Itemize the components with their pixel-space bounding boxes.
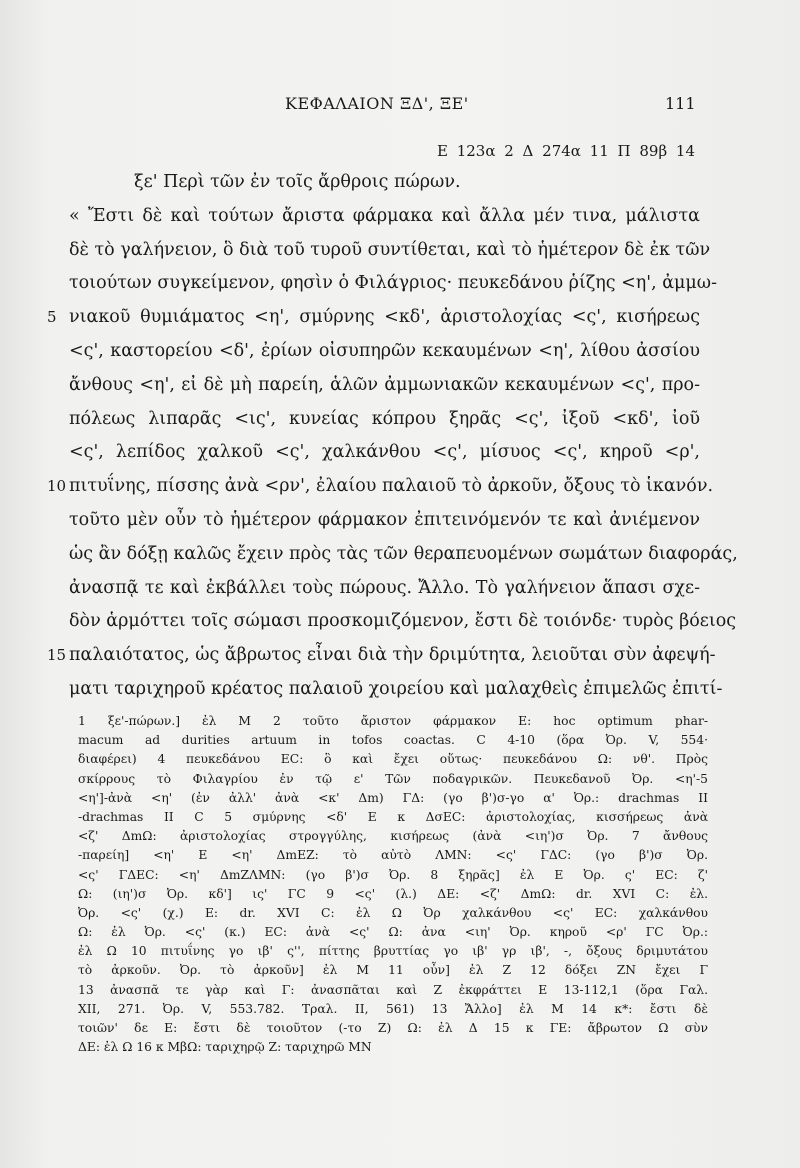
apparatus-line: macum ad durities artuum in tofos coactas. C 4-10 (ὅρα Ὀρ. V, 554· bbox=[78, 733, 708, 748]
text-line bbox=[69, 504, 700, 538]
text-line bbox=[69, 200, 700, 234]
text-line bbox=[47, 301, 700, 335]
line-text: ματι ταριχηροῦ κρέατος παλαιοῦ χοιρείου καὶ μαλαχθεὶς ἐπιμελῶς ἐπιτί- bbox=[69, 678, 723, 699]
line-text: ἄνθους <η', εἰ δὲ μὴ παρείη, ἁλῶν ἀμμωνιακῶν κεκαυμένων <ς', προ- bbox=[69, 374, 700, 395]
apparatus-line: τοιῶν' δε E: ἔστι δὲ τοιοῦτον (-το Z) Ω: ἐλ Δ 15 κ ΓE: ἄβρωτον Ω σὺν bbox=[78, 1021, 708, 1035]
apparatus-line: Ω: (ιη')σ Ὀρ. κδ'] ις' ΓC 9 <ς' (λ.) ΔE: <ζ' ΔmΩ: dr. XVI C: ἐλ. bbox=[78, 886, 708, 901]
manuscript-sigla: E 123α 2 Δ 274α 11 Π 89β 14 bbox=[437, 142, 696, 160]
apparatus-line: 13 ἀνασπᾶ τε γὰρ καὶ Γ: ἀνασπᾶται καὶ Z ἐκφράττει E 13-112,1 (ὅρα Γαλ. bbox=[78, 982, 708, 997]
apparatus-line: XII, 271. Ὀρ. V, 553.782. Τραλ. II, 561) 13 Ἄλλο] ἐλ M 14 κ*: ἔστι δὲ bbox=[78, 1001, 708, 1016]
critical-apparatus bbox=[78, 712, 708, 1057]
line-text: δὸν ἁρμόττει τοῖς σώμασι προσκομιζόμενον, ἔστι δὲ τοιόνδε· τυρὸς βόειος bbox=[69, 611, 737, 632]
apparatus-line: τὸ ἀρκοῦν. Ὀρ. τὸ ἀρκοῦν] ἐλ M 11 οὖν] ἐλ Z 12 δόξει ZN ἔχει Γ bbox=[78, 963, 708, 978]
apparatus-line: ΔE: ἐλ Ω 16 κ MβΩ: ταριχηρῷ Z: ταριχηρῶ ΜΝ bbox=[78, 1040, 372, 1055]
text-line bbox=[69, 572, 700, 606]
text-line bbox=[69, 234, 711, 268]
line-text: ξε' Περὶ τῶν ἐν τοῖς ἄρθροις πώρων. bbox=[134, 172, 461, 192]
apparatus-line: ἐλ Ω 10 πιτυΐνης γο ιβ' ς'', πίττης βρυττίας γο ιβ' γρ ιβ', -, ὄξους δριμυτάτου bbox=[78, 944, 708, 959]
apparatus-line: -drachmas II C 5 σμύρνης <δ' E κ ΔσEC: ἀριστολοχίας, κισσήρεως ἀνὰ bbox=[78, 809, 708, 824]
line-text: <ς', καστορείου <δ', ἐρίων οἰσυπηρῶν κεκαυμένων <η', λίθου ἀσσίου bbox=[69, 340, 700, 361]
line-text: ὡς ἂν δόξῃ καλῶς ἔχειν πρὸς τὰς τῶν θεραπευομένων σωμάτων διαφοράς, bbox=[69, 543, 738, 564]
text-line bbox=[47, 639, 716, 673]
apparatus-line: Ὀρ. <ς' (χ.) E: dr. XVI C: ἐλ Ω Ὀρ χαλκάνθου <ς' EC: χαλκάνθου bbox=[78, 905, 708, 920]
line-text: νιακοῦ θυμιάματος <η', σμύρνης <κδ', ἀριστολοχίας <ς', κισήρεως bbox=[69, 307, 700, 328]
line-text: « Ἔστι δὲ καὶ τούτων ἄριστα φάρμακα καὶ ἄλλα μέν τινα, μάλιστα bbox=[69, 205, 700, 226]
text-line bbox=[47, 470, 714, 504]
apparatus-line: -παρείη] <η' E <η' ΔmEZ: τὸ αὐτὸ ΛΜΝ: <ς' ΓΔC: (γο β')σ Ὀρ. bbox=[78, 848, 708, 863]
text-line bbox=[69, 369, 700, 403]
line-number: 10 bbox=[47, 477, 67, 496]
line-text: ἀνασπᾷ τε καὶ ἐκβάλλει τοὺς πώρους. Ἄλλο. Τὸ γαλήνειον ἅπασι σχε- bbox=[69, 577, 700, 598]
text-line bbox=[69, 267, 717, 301]
line-number: 15 bbox=[47, 646, 67, 665]
text-line bbox=[69, 335, 700, 369]
apparatus-line: Ω: ἐλ Ὀρ. <ς' (κ.) EC: ἀνὰ <ς' Ω: ἀνα <ιη' Ὀρ. κηροῦ <ρ' ΓC Ὀρ.: bbox=[78, 925, 708, 940]
text-line bbox=[69, 605, 737, 639]
line-text: πόλεως λιπαρᾶς <ις', κυνείας κόπρου ξηρᾶς <ς', ἰξοῦ <κδ', ἰοῦ bbox=[69, 408, 700, 429]
text-line bbox=[69, 403, 700, 437]
line-text: <ς', λεπίδος χαλκοῦ <ς', χαλκάνθου <ς', μίσυος <ς', κηροῦ <ρ', bbox=[69, 442, 700, 463]
text-line bbox=[69, 166, 700, 200]
apparatus-line: 1 ξε'-πώρων.] ἐλ M 2 τοῦτο ἄριστον φάρμακον E: hoc optimum phar- bbox=[78, 714, 708, 728]
line-text: πιτυΐνης, πίσσης ἀνὰ <ρν', ἐλαίου παλαιοῦ τὸ ἀρκοῦν, ὄξους τὸ ἱκανόν. bbox=[69, 476, 714, 497]
line-text: τοῦτο μὲν οὖν τὸ ἡμέτερον φάρμακον ἐπιτεινόμενόν τε καὶ ἀνιέμενον bbox=[69, 509, 700, 530]
line-text: δὲ τὸ γαλήνειον, ὃ διὰ τοῦ τυροῦ συντίθεται, καὶ τὸ ἡμέτερον δὲ ἐκ τῶν bbox=[69, 239, 711, 260]
apparatus-line: <ζ' ΔmΩ: ἀριστολοχίας στρογγύλης, κισήρεως (ἀνὰ <ιη')σ Ὀρ. 7 ἄνθους bbox=[78, 829, 708, 844]
line-number: 5 bbox=[47, 308, 57, 327]
line-text: τοιούτων συγκείμενον, φησὶν ὁ Φιλάγριος· πευκεδάνου ῥίζης <η', ἀμμω- bbox=[69, 273, 717, 294]
line-text: παλαιότατος, ὡς ἄβρωτος εἶναι διὰ τὴν δριμύτητα, λειοῦται σὺν ἀφεψή- bbox=[69, 645, 716, 666]
running-title: ΚΕΦΑΛΑΙΟΝ ΞΔ', ΞΕ' bbox=[285, 94, 469, 113]
text-line bbox=[69, 436, 700, 470]
page-number: 111 bbox=[665, 94, 696, 113]
main-text-block bbox=[47, 166, 738, 707]
text-line bbox=[69, 538, 738, 572]
apparatus-line: διαφέρει) 4 πευκεδάνου EC: ὃ καὶ ἔχει οὕτως· πευκεδάνου Ω: νθ'. Πρὸς bbox=[78, 752, 708, 767]
apparatus-line: <η']-ἀνὰ <η' (ἐν ἀλλ' ἀνὰ <κ' Δm) ΓΔ: (γο β')σ-γο α' Ὀρ.: drachmas II bbox=[78, 790, 708, 805]
text-line bbox=[69, 673, 723, 707]
apparatus-line: <ς' ΓΔEC: <η' ΔmZΛΜΝ: (γο β')σ Ὀρ. 8 ξηρᾶς] ἐλ E Ὀρ. ς' EC: ζ' bbox=[78, 867, 708, 882]
apparatus-line: σκίρρους τὸ Φιλαγρίου ἐν τῷ ε' Τῶν ποδαγρικῶν. Πευκεδανοῦ Ὀρ. <η'-5 bbox=[78, 771, 708, 786]
